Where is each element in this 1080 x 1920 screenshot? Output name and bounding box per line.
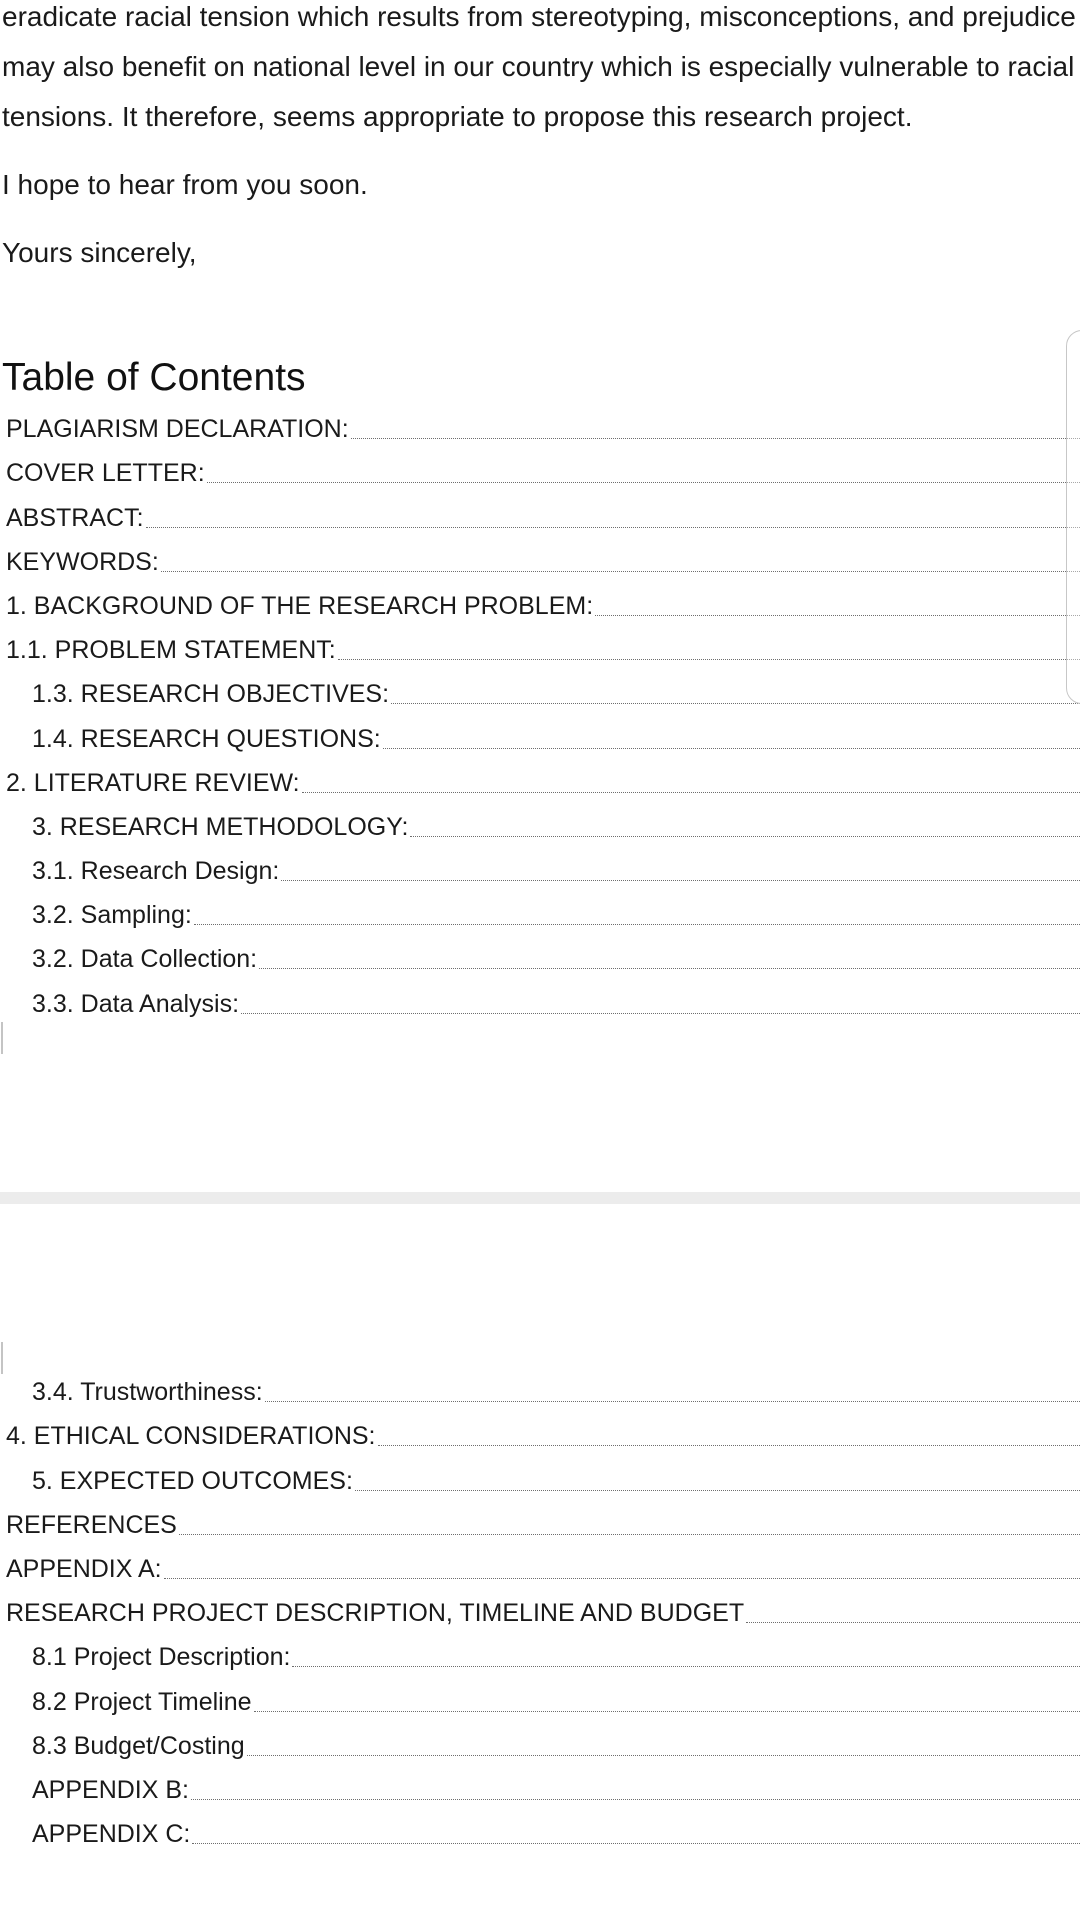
toc-dot-leader (179, 1534, 1080, 1535)
toc-entry-label: 3.2. Sampling: (32, 901, 192, 930)
toc-entry-label: APPENDIX B: (32, 1775, 189, 1804)
toc-dot-leader (338, 659, 1080, 660)
toc-list (0, 404, 1080, 1023)
toc-entry-label: 1. BACKGROUND OF THE RESEARCH PROBLEM: (6, 591, 594, 620)
toc-entry[interactable] (0, 846, 1080, 890)
toc-dot-leader (194, 924, 1080, 925)
fast-scroll-handle[interactable] (1066, 330, 1080, 704)
letter-line-2: may also benefit on national level in our country which is especially vulnerable to racial (2, 51, 1075, 82)
toc-entry[interactable] (0, 1455, 1080, 1499)
page-break (0, 1192, 1080, 1204)
toc-entry-label: 4. ETHICAL CONSIDERATIONS: (6, 1422, 376, 1451)
toc-dot-leader (378, 1445, 1080, 1446)
toc-dot-leader (410, 836, 1080, 837)
toc-entry[interactable] (0, 890, 1080, 934)
toc-entry[interactable] (0, 758, 1080, 802)
toc-entry[interactable] (0, 1632, 1080, 1676)
toc-entry-label: 5. EXPECTED OUTCOMES: (32, 1466, 353, 1495)
toc-entry[interactable] (0, 404, 1080, 448)
toc-entry-label: 2. LITERATURE REVIEW: (6, 768, 300, 797)
toc-dot-leader (247, 1755, 1080, 1756)
toc-entry-label: 1.1. PROBLEM STATEMENT: (6, 636, 336, 665)
toc-entry[interactable] (0, 1500, 1080, 1544)
toc-entry-label: REFERENCES (6, 1510, 177, 1539)
toc-entry[interactable] (0, 448, 1080, 492)
toc-entry-label: 3.1. Research Design: (32, 857, 280, 886)
toc-dot-leader (351, 438, 1080, 439)
toc-entry[interactable] (0, 1544, 1080, 1588)
toc-entry-label: 3. RESEARCH METHODOLOGY: (32, 812, 409, 841)
toc-dot-leader (746, 1622, 1080, 1623)
toc-entry[interactable] (0, 1765, 1080, 1809)
toc-entry-label: 3.4. Trustworthiness: (32, 1378, 263, 1407)
toc-entry-label: COVER LETTER: (6, 459, 205, 488)
toc-entry[interactable] (0, 1809, 1080, 1853)
toc-dot-leader (207, 482, 1080, 483)
toc-entry[interactable] (0, 669, 1080, 713)
toc-entry-label: 8.3 Budget/Costing (32, 1731, 245, 1760)
toc-dot-leader (355, 1490, 1080, 1491)
toc-entry-label: 8.1 Project Description: (32, 1643, 291, 1672)
letter-closing-line: I hope to hear from you soon. (2, 169, 368, 200)
toc-dot-leader (259, 968, 1080, 969)
toc-dot-leader (595, 615, 1080, 616)
toc-entry-label: 8.2 Project Timeline (32, 1687, 252, 1716)
toc-dot-leader (164, 1578, 1080, 1579)
toc-dot-leader (161, 571, 1080, 572)
toc-entry[interactable] (0, 978, 1080, 1022)
toc-entry[interactable] (0, 934, 1080, 978)
toc-entry-label: 3.2. Data Collection: (32, 945, 258, 974)
toc-entry-label: PLAGIARISM DECLARATION: (6, 415, 349, 444)
toc-entry[interactable] (0, 581, 1080, 625)
toc-entry[interactable] (0, 492, 1080, 536)
toc-entry[interactable] (0, 1411, 1080, 1455)
toc-entry-label: ABSTRACT: (6, 503, 144, 532)
page-margin-marker (1, 1022, 3, 1054)
toc-entry[interactable] (0, 713, 1080, 757)
toc-entry[interactable] (0, 625, 1080, 669)
toc-dot-leader (391, 703, 1080, 704)
toc-entry-label: 1.3. RESEARCH OBJECTIVES: (32, 680, 390, 709)
toc-dot-leader (254, 1711, 1080, 1712)
toc-entry-label: APPENDIX A: (6, 1554, 162, 1583)
toc-dot-leader (383, 748, 1080, 749)
toc-entry[interactable] (0, 537, 1080, 581)
toc-entry[interactable] (0, 1721, 1080, 1765)
letter-line-3: tensions. It therefore, seems appropriate to propose this research project. (2, 101, 913, 132)
toc-entry-label: 3.3. Data Analysis: (32, 989, 240, 1018)
toc-entry[interactable] (0, 1588, 1080, 1632)
toc-dot-leader (241, 1013, 1080, 1014)
toc-entry-label: APPENDIX C: (32, 1820, 191, 1849)
toc-dot-leader (192, 1843, 1080, 1844)
toc-title: Table of Contents (2, 356, 306, 399)
toc-dot-leader (146, 527, 1080, 528)
toc-entry-label: RESEARCH PROJECT DESCRIPTION, TIMELINE AND BUDGET (6, 1599, 745, 1628)
toc-entry-label: KEYWORDS: (6, 547, 159, 576)
toc-entry[interactable] (0, 802, 1080, 846)
toc-dot-leader (281, 880, 1080, 881)
toc-dot-leader (292, 1666, 1080, 1667)
toc-dot-leader (191, 1799, 1080, 1800)
toc-entry[interactable] (0, 1676, 1080, 1720)
letter-signoff: Yours sincerely, (2, 237, 197, 268)
letter-line-1: eradicate racial tension which results from stereotyping, misconceptions, and prejudice (2, 1, 1076, 32)
toc-entry[interactable] (0, 1367, 1080, 1411)
toc-dot-leader (265, 1401, 1080, 1402)
toc-list-continued (0, 1367, 1080, 1853)
document-page-2[interactable] (0, 1204, 1080, 1920)
toc-entry-label: 1.4. RESEARCH QUESTIONS: (32, 724, 381, 753)
toc-dot-leader (302, 792, 1080, 793)
